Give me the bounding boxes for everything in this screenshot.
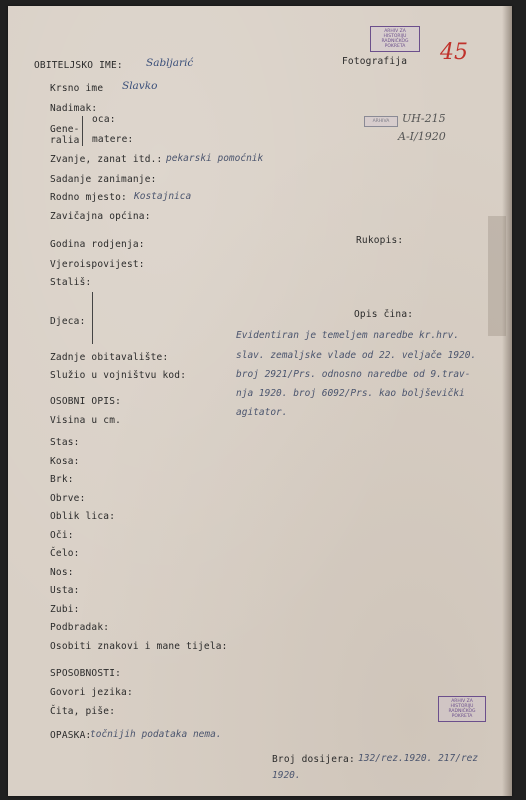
label-hair: Kosa: — [50, 456, 80, 467]
generalia-bracket — [82, 116, 83, 146]
paper-edge — [502, 6, 512, 796]
pencil-ref-1: UH-215 — [402, 112, 446, 125]
label-languages: Govori jezika: — [50, 687, 133, 698]
label-height: Visina u cm. — [50, 415, 122, 426]
offense-line-5: agitator. — [236, 407, 288, 418]
offense-line-2: slav. zemaljske vlade od 22. veljače 1920. — [236, 350, 477, 361]
value-note: točnijih podataka nema. — [90, 729, 222, 740]
label-children: Djeca: — [50, 316, 86, 327]
label-current-job: Sadanje zanimanje: — [50, 174, 157, 185]
label-last-residence: Zadnje obitavalište: — [50, 352, 169, 363]
document-page — [8, 6, 512, 796]
value-given-name: Slavko — [122, 80, 158, 92]
label-father: oca: — [92, 114, 116, 125]
label-religion: Vjeroispovijest: — [50, 259, 145, 270]
label-generalia-1: Gene- — [50, 124, 80, 135]
label-handwriting: Rukopis: — [356, 235, 404, 246]
label-mouth: Usta: — [50, 585, 80, 596]
label-nickname: Nadimak: — [50, 103, 98, 114]
label-abilities: SPOSOBNOSTI: — [50, 668, 122, 679]
archive-stamp-bottom — [438, 696, 486, 722]
label-eyebrows: Obrve: — [50, 493, 86, 504]
label-eyes: Oči: — [50, 530, 74, 541]
children-bracket — [92, 292, 93, 344]
value-dossier-2: 1920. — [272, 770, 301, 781]
label-offense: Opis čina: — [354, 309, 414, 320]
label-mustache: Brk: — [50, 474, 74, 485]
label-military: Služio u vojništvu kod: — [50, 370, 187, 381]
offense-line-3: broj 2921/Prs. odnosno naredbe od 9.trav- — [236, 369, 471, 380]
offense-line-4: nja 1920. broj 6092/Prs. kao boljševički — [236, 388, 465, 399]
label-marks: Osobiti znakovi i mane tijela: — [50, 641, 228, 652]
value-birthplace: Kostajnica — [134, 191, 192, 202]
label-occupation: Zvanje, zanat itd.: — [50, 154, 163, 165]
value-surname: Sabljarić — [146, 57, 194, 69]
label-home-municipality: Zavičajna općina: — [50, 211, 151, 222]
stamp-bottom-text: ARHIV ZA HISTORIJU RADNIČKOG POKRETA — [448, 699, 476, 719]
archive-stamp-mid — [364, 116, 398, 127]
label-birth-year: Godina rodjenja: — [50, 239, 145, 250]
stamp-top-text: ARHIV ZA HISTORIJU RADNIČKOG POKRETA — [381, 29, 409, 49]
archive-stamp-top — [370, 26, 420, 52]
label-dossier: Broj dosijera: — [272, 754, 355, 765]
page-number: 45 — [440, 40, 468, 65]
label-note: OPASKA: — [50, 730, 92, 741]
label-chin: Podbradak: — [50, 622, 110, 633]
label-status: Stališ: — [50, 277, 92, 288]
pencil-ref-2: A-I/1920 — [398, 130, 446, 143]
label-build: Stas: — [50, 437, 80, 448]
label-reads-writes: Čita, piše: — [50, 706, 116, 717]
label-surname: OBITELJSKO IME: — [34, 60, 123, 71]
label-birthplace: Rodno mjesto: — [50, 192, 127, 203]
label-nose: Nos: — [50, 567, 74, 578]
label-forehead: Čelo: — [50, 548, 80, 559]
label-mother: matere: — [92, 134, 134, 145]
value-occupation: pekarski pomoćnik — [166, 153, 264, 164]
label-given-name: Krsno ime — [50, 83, 104, 94]
label-generalia-2: ralia — [50, 135, 80, 146]
label-photo: Fotografija — [342, 56, 408, 67]
stamp-mid-text: ARHIVA — [372, 119, 390, 124]
label-face-shape: Oblik lica: — [50, 511, 116, 522]
value-dossier-1: 132/rez.1920. 217/rez — [358, 753, 479, 764]
label-personal-desc: OSOBNI OPIS: — [50, 396, 122, 407]
offense-line-1: Evidentiran je temeljem naredbe kr.hrv. — [236, 330, 460, 341]
paper-fold-shadow — [488, 216, 506, 336]
label-teeth: Zubi: — [50, 604, 80, 615]
